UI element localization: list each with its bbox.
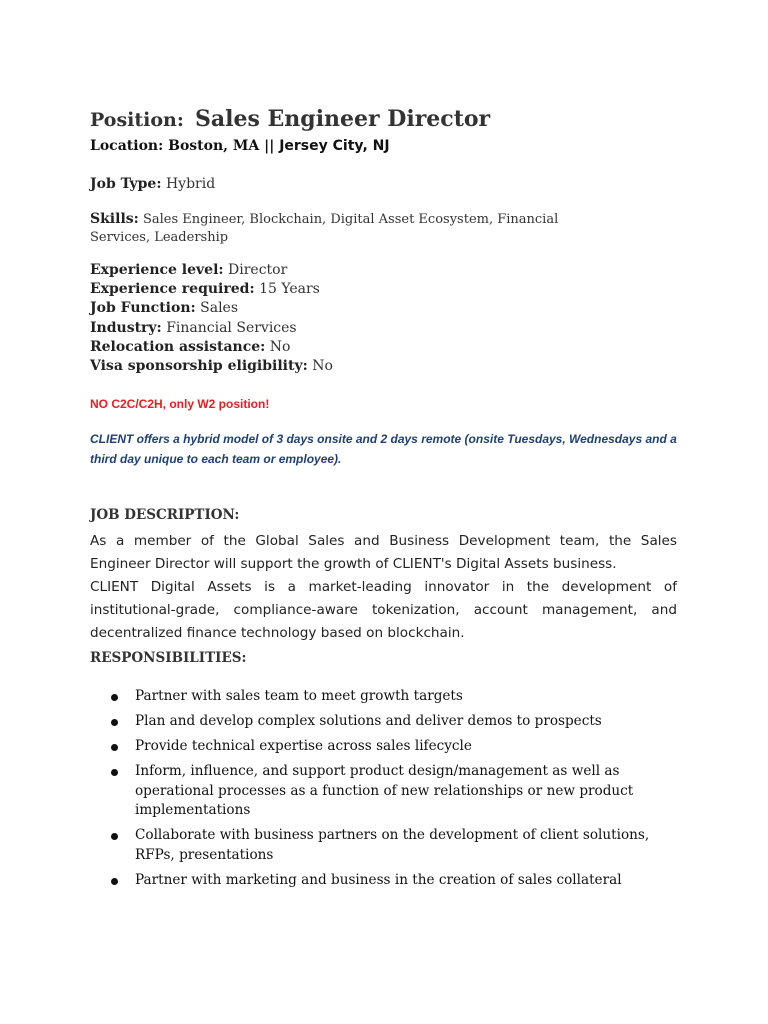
hybrid-model-notice: CLIENT offers a hybrid model of 3 days onsite and 2 days remote (onsite Tuesdays, Wednesdays and a third day unique to each team or employee). (90, 432, 677, 466)
detail-value: Sales (200, 300, 239, 317)
position-label: Position: (90, 109, 184, 131)
location-line (90, 138, 390, 154)
list-item-text: Partner with sales team to meet growth targets (135, 688, 463, 704)
location-label: Location: (90, 138, 164, 154)
list-item-text: Collaborate with business partners on the development of client solutions, RFPs, presentations (135, 827, 650, 863)
bullet-icon (111, 719, 118, 726)
list-item (90, 687, 677, 707)
job-description-paragraph: CLIENT Digital Assets is a market-leading innovator in the development of institutional-grade, compliance-aware tokenization, account management, and decentralized finance technology based on blockchain. (90, 579, 677, 641)
detail-row (90, 299, 333, 318)
detail-label: Relocation assistance: (90, 338, 266, 355)
skills-value: Sales Engineer, Blockchain, Digital Asset Ecosystem, Financial Services, Leadership (90, 212, 559, 245)
responsibilities-list (90, 687, 677, 896)
detail-row (90, 338, 333, 357)
responsibilities-heading: RESPONSIBILITIES: (90, 650, 247, 666)
job-type-value: Hybrid (165, 176, 216, 192)
bullet-icon (111, 769, 118, 776)
detail-label: Visa sponsorship eligibility: (90, 358, 308, 375)
w2-only-notice: NO C2C/C2H, only W2 position! (90, 397, 270, 411)
detail-label: Industry: (90, 319, 162, 336)
job-description-paragraph: As a member of the Global Sales and Business Development team, the Sales Engineer Director will support the growth of CLIENT's Digital Assets business. (90, 533, 677, 572)
job-details (90, 261, 333, 376)
detail-value: 15 Years (259, 281, 320, 298)
detail-value: Financial Services (166, 319, 297, 336)
list-item (90, 871, 677, 891)
skills-label: Skills: (90, 211, 139, 227)
detail-row (90, 261, 333, 280)
list-item (90, 712, 677, 732)
detail-label: Job Function: (90, 300, 196, 317)
detail-row (90, 357, 333, 376)
detail-row (90, 280, 333, 299)
bullet-icon (111, 833, 118, 840)
list-item (90, 826, 677, 865)
detail-label: Experience level: (90, 262, 224, 278)
list-item-text: Plan and develop complex solutions and deliver demos to prospects (135, 713, 602, 729)
job-description-heading: JOB DESCRIPTION: (90, 507, 240, 523)
detail-value: No (312, 358, 333, 375)
skills-line (90, 210, 560, 247)
job-type-line (90, 176, 215, 192)
job-type-label: Job Type: (90, 176, 162, 192)
list-item-text: Partner with marketing and business in the creation of sales collateral (135, 871, 622, 888)
detail-label: Experience required: (90, 281, 255, 298)
position-value: Sales Engineer Director (195, 106, 491, 132)
detail-row (90, 319, 333, 338)
detail-value: Director (228, 262, 288, 278)
list-item-text: Provide technical expertise across sales lifecycle (135, 738, 472, 754)
location-value-secondary: Jersey City, NJ (279, 138, 390, 154)
detail-value: No (269, 338, 291, 355)
list-item (90, 737, 677, 757)
bullet-icon (111, 744, 118, 751)
location-value-primary: Boston, MA || (168, 138, 275, 154)
bullet-icon (111, 878, 118, 885)
list-item-text: Inform, influence, and support product design/management as well as operational processes as a function of new relationships or new product implementations (135, 763, 634, 818)
list-item (90, 762, 677, 821)
page-title (90, 96, 490, 134)
bullet-icon (111, 694, 118, 701)
